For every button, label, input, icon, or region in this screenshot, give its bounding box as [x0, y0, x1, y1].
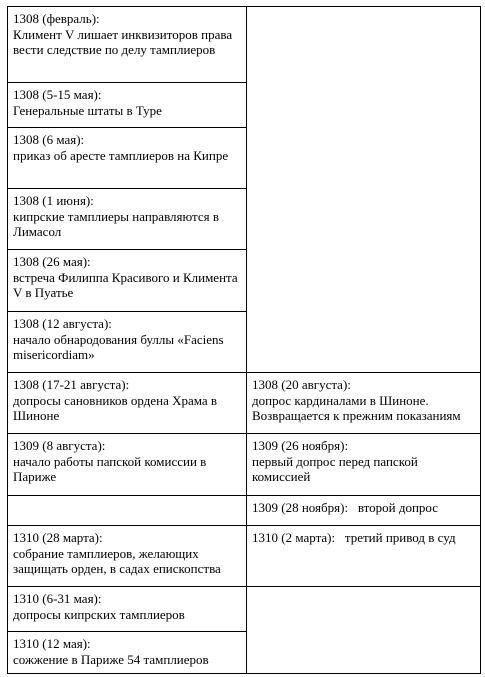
event-date: 1308 (17-21 августа):	[13, 377, 130, 392]
event-description: Климент V лишает инквизиторов права вести следствие по делу тамплиеров	[13, 26, 233, 57]
event-description: начало обнародования буллы «Faciens misericordiam»	[13, 331, 224, 362]
event-description: встреча Филиппа Красивого и Климента V в Пуатье	[13, 269, 238, 300]
table-row	[8, 587, 481, 632]
event-description: первый допрос перед папской комиссией	[252, 453, 418, 484]
chronology-table	[7, 6, 481, 674]
event-description: кипрские тамплиеры направляются в Лимасол	[13, 208, 220, 239]
event-description: собрание тамплиеров, желающих защищать орден, в садах епископства	[13, 545, 221, 576]
event-cell	[8, 189, 247, 250]
event-date: 1308 (12 августа):	[13, 316, 112, 331]
event-cell	[8, 526, 247, 587]
event-cell-right	[247, 434, 481, 496]
empty-cell	[247, 587, 481, 674]
table-row	[8, 526, 481, 587]
event-date: 1308 (20 августа):	[252, 377, 351, 392]
empty-cell	[8, 496, 247, 526]
event-description: Генеральные штаты в Туре	[13, 102, 162, 118]
event-description: допрос кардиналами в Шиноне. Возвращается к прежним показаниям	[252, 392, 461, 423]
event-cell	[8, 128, 247, 189]
event-date: 1310 (12 мая):	[13, 636, 91, 651]
event-cell-right	[247, 496, 481, 526]
event-cell-right	[247, 373, 481, 434]
event-cell	[8, 312, 247, 373]
event-date: 1308 (5-15 мая):	[13, 87, 102, 102]
table-row	[8, 496, 481, 526]
event-cell	[8, 587, 247, 632]
event-date: 1309 (26 ноября):	[252, 438, 349, 453]
event-date: 1309 (8 августа):	[13, 438, 106, 453]
event-description: начало работы папской комиссии в Париже	[13, 453, 207, 484]
event-cell	[8, 632, 247, 674]
event-cell	[8, 7, 247, 83]
event-description: второй допрос	[357, 500, 439, 515]
event-cell	[8, 83, 247, 128]
event-date: 1310 (2 марта):	[252, 530, 336, 545]
event-cell	[8, 373, 247, 434]
event-date: 1310 (6-31 мая):	[13, 591, 102, 606]
event-date: 1308 (6 мая):	[13, 132, 85, 147]
event-description: третий привод в суд	[344, 530, 456, 545]
event-description: сожжение в Париже 54 тамплиеров	[13, 651, 209, 667]
event-date: 1308 (февраль):	[13, 11, 100, 26]
event-cell-right	[247, 526, 481, 587]
event-cell	[8, 250, 247, 312]
event-description: допросы сановников ордена Храма в Шиноне	[13, 392, 218, 423]
event-date: 1308 (26 мая):	[13, 254, 91, 269]
table-row	[8, 434, 481, 496]
event-description: приказ об аресте тамплиеров на Кипре	[13, 147, 229, 163]
table-row	[8, 373, 481, 434]
event-date: 1310 (28 марта):	[13, 530, 103, 545]
event-date: 1309 (28 ноября):	[252, 500, 349, 515]
event-date: 1308 (1 июня):	[13, 193, 94, 208]
event-cell	[8, 434, 247, 496]
table-row	[8, 7, 481, 83]
event-description: допросы кипрских тамплиеров	[13, 606, 185, 622]
empty-cell	[247, 7, 481, 373]
